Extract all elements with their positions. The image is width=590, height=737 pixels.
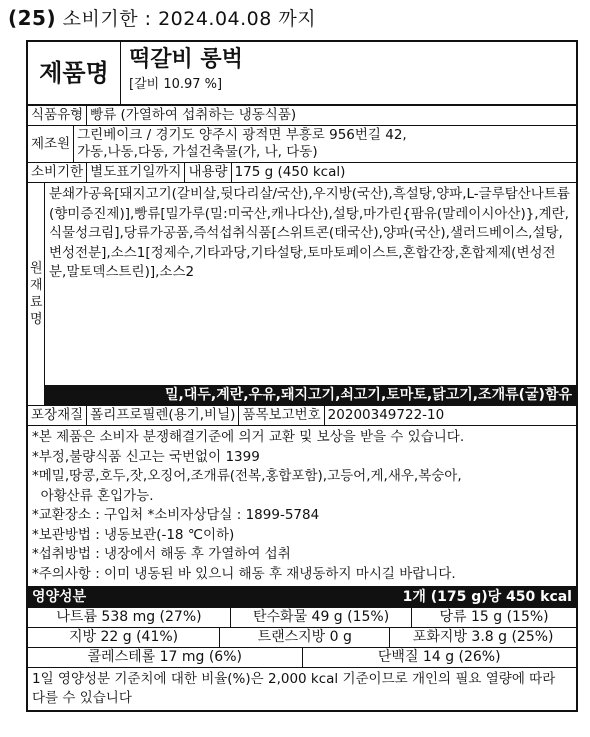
note-line: *섭취방법 : 냉장에서 해동 후 가열하여 섭취 — [32, 546, 291, 562]
shelf-life-value: 별도표기일까지 — [87, 163, 185, 182]
food-label — [26, 40, 578, 712]
nutrient-fat: 지방 22 g (41%) — [28, 628, 220, 647]
expiry-text: 소비기한 : 2024.04.08 까지 — [62, 8, 317, 30]
ingredients-row — [28, 183, 576, 406]
product-name-value — [121, 42, 251, 104]
nutrition-header — [28, 587, 576, 608]
note-line: *본 제품은 소비자 분쟁해결기준에 의거 교환 및 보상을 받을 수 있습니다. — [32, 429, 465, 445]
product-name-key: 제품명 — [28, 42, 121, 104]
product-name: 떡갈비 롱벅 — [129, 47, 243, 72]
notes-block — [28, 426, 576, 587]
content-value: 175 g (450 kcal) — [234, 164, 346, 180]
manufacturer-line-2: 가동,나동,다동, 가설건축물(가, 나, 다동) — [77, 144, 318, 160]
item-number: (25) — [8, 6, 57, 30]
packaging-row — [28, 406, 576, 426]
food-type-row — [28, 106, 576, 126]
note-line: 아황산류 혼입가능. — [32, 487, 154, 504]
food-type-key: 식품유형 — [28, 106, 87, 125]
nutrient-protein: 단백질 14 g (26%) — [377, 649, 501, 665]
nutrition-row-1 — [28, 608, 576, 628]
nutrient-saturated-fat: 포화지방 3.8 g (25%) — [412, 629, 554, 645]
shelf-life-row — [28, 163, 576, 183]
ingredients-key — [28, 183, 45, 405]
ingredients-key-char: 원 — [30, 261, 43, 276]
manufacturer-key: 제조원 — [28, 126, 74, 162]
note-line: *메밀,땅콩,호두,잣,오징어,조개류(전복,홍합포함),고등어,게,새우,복숭아, — [32, 468, 462, 484]
nutrition-title: 영양성분 — [32, 589, 87, 605]
note-line: *주의사항 : 이미 냉동된 바 있으니 해동 후 재냉동하지 마시길 바랍니다. — [32, 565, 456, 582]
nutrition-serving: 1개 (175 g)당 450 kcal — [402, 589, 572, 605]
nutrition-row-2 — [28, 628, 576, 648]
nutrient-cholesterol: 콜레스테롤 17 mg (6%) — [28, 648, 303, 667]
ingredients-text: 분쇄가공육[돼지고기(갈비살,뒷다리살/국산),우지방(국산),흑설탕,양파,L-글루탐산나트륨(향미증진제)],빵류[밀가루(밀:미국산,캐나다산),설탕,마가린{팜유(말레이시아산)},계란,식물성크림],당류가공품,즉석섭취식품[스위트콘(태국산),양파(국산),샐러드베이스,설탕,변성전분],소스1[정제수,기타과당,기타설탕,토마토페이스트,혼합간장,혼합제제(변성전분,말토덱스트린)],소스2 — [49, 186, 570, 280]
allergen-bar: 밀,대두,계란,우유,돼지고기,쇠고기,토마토,닭고기,조개류(굴)함유 — [45, 385, 576, 405]
packaging-key: 포장재질 — [28, 406, 87, 425]
nutrition-footnote: 1일 영양성분 기준치에 대한 비율(%)은 2,000 kcal 기준이므로 개인의 필요 열량에 따라 다를 수 있습니다 — [32, 671, 556, 706]
packaging-value: 폴리프로필렌(용기,비닐) — [87, 406, 239, 425]
ingredients-key-char: 재 — [30, 278, 43, 293]
ingredients-key-char: 료 — [30, 295, 43, 310]
product-sub: [갈비 10.97 %] — [129, 77, 223, 92]
report-number-key: 품목보고번호 — [239, 406, 324, 425]
note-line: *보관방법 : 냉동보관(-18 ℃이하) — [32, 526, 235, 543]
nutrient-sodium: 나트륨 538 mg (27%) — [28, 608, 231, 627]
content-key: 내용량 — [185, 163, 231, 182]
nutrient-carbs: 탄수화물 49 g (15%) — [231, 608, 412, 627]
nutrient-sugars: 당류 15 g (15%) — [439, 609, 549, 625]
manufacturer-value — [74, 126, 410, 162]
report-number-value: 20200349722-10 — [327, 407, 445, 423]
ingredients-key-char: 명 — [30, 312, 43, 327]
ingredients-body — [45, 183, 576, 405]
shelf-life-key: 소비기한 — [28, 163, 87, 182]
manufacturer-line-1: 그린베이크 / 경기도 양주시 광적면 부흥로 956번길 42, — [77, 127, 407, 143]
food-type-value: 빵류 (가열하여 섭취하는 냉동식품) — [90, 107, 297, 123]
nutrient-trans-fat: 트랜스지방 0 g — [220, 628, 390, 647]
nutrition-row-3 — [28, 648, 576, 668]
product-name-row — [28, 42, 576, 106]
note-line: *부정,불량식품 신고는 국번없이 1399 — [32, 448, 260, 465]
note-line: *교환장소 : 구입처 *소비자상담실 : 1899-5784 — [32, 507, 320, 523]
manufacturer-row — [28, 126, 576, 163]
expiry-header — [8, 4, 316, 31]
